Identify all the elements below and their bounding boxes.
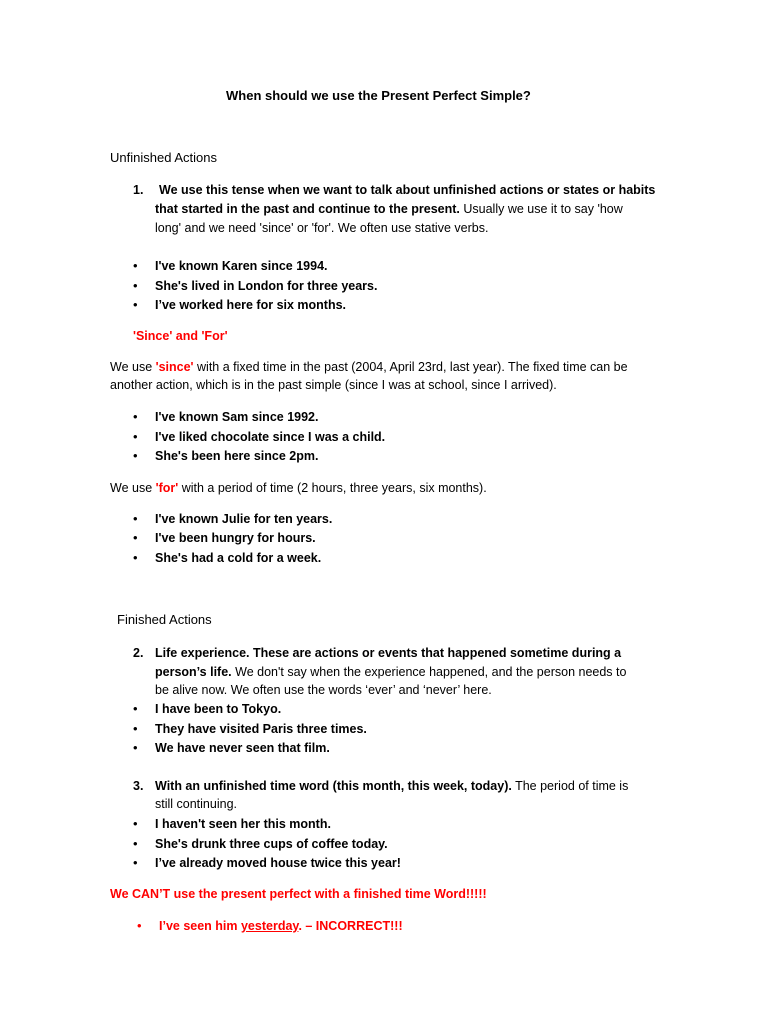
bullet-icon: • [133, 550, 138, 565]
bullet-icon: • [133, 721, 138, 736]
since-word: 'since' [155, 360, 194, 374]
list-item: I haven't seen her this month. [155, 817, 331, 831]
item1-rest: Usually we use it to say 'how [459, 202, 623, 216]
item3-rest: The period of time is [511, 779, 629, 793]
item1-line2 [155, 201, 623, 217]
incorrect-pre: I’ve seen him [159, 919, 241, 933]
list-item: She's been here since 2pm. [155, 449, 319, 463]
list-item: I have been to Tokyo. [155, 702, 282, 716]
list-item: I’ve worked here for six months. [155, 298, 347, 312]
list-item: I've been hungry for hours. [155, 531, 316, 545]
item2-rest: We don't say when the experience happened, and the person needs to [231, 665, 627, 679]
bullet-icon: • [133, 836, 138, 851]
bullet-icon: • [133, 855, 138, 870]
item2-bold: person’s life. [155, 665, 232, 679]
for-post: with a period of time (2 hours, three years, six months). [178, 481, 487, 495]
since-line1 [110, 359, 628, 375]
since-for-heading: 'Since' and 'For' [133, 329, 228, 343]
list-item: I've known Sam since 1992. [155, 410, 319, 424]
bullet-icon: • [133, 258, 138, 273]
item1-bold: that started in the past and continue to the present. [155, 202, 460, 216]
incorrect-post: . – INCORRECT!!! [298, 919, 403, 933]
bullet-icon: • [133, 429, 138, 444]
bullet-icon: • [137, 918, 142, 933]
for-pre: We use [110, 481, 156, 495]
bullet-icon: • [133, 409, 138, 424]
bullet-icon: • [133, 816, 138, 831]
list-item: They have visited Paris three times. [155, 722, 367, 736]
page-title: When should we use the Present Perfect Simple? [226, 88, 531, 103]
item3-line1 [155, 778, 628, 794]
list-number: 2. [133, 646, 144, 660]
section-heading-unfinished: Unfinished Actions [110, 150, 217, 165]
item1-line3: long' and we need 'since' or 'for'. We often use stative verbs. [155, 221, 489, 235]
incorrect-word: yesterday [240, 919, 299, 933]
for-line [110, 480, 487, 496]
bullet-icon: • [133, 448, 138, 463]
list-item: I've known Karen since 1994. [155, 259, 328, 273]
bullet-icon: • [133, 297, 138, 312]
item2-line3: be alive now. We often use the words ‘ever’ and ‘never’ here. [155, 683, 492, 697]
section-heading-finished: Finished Actions [117, 612, 212, 627]
item3-bold: With an unfinished time word (this month, this week, today). [155, 779, 512, 793]
since-pre: We use [110, 360, 156, 374]
item2-line2 [155, 664, 626, 680]
list-item: I've known Julie for ten years. [155, 512, 333, 526]
item3-line2: still continuing. [155, 797, 237, 811]
warning-text: We CAN’T use the present perfect with a finished time Word!!!!! [110, 887, 487, 901]
bullet-icon: • [133, 530, 138, 545]
list-item: I’ve already moved house twice this year! [155, 856, 401, 870]
for-word: 'for' [155, 481, 179, 495]
bullet-icon: • [133, 278, 138, 293]
list-item: She's drunk three cups of coffee today. [155, 837, 388, 851]
list-number: 3. [133, 779, 144, 793]
since-post: with a fixed time in the past (2004, April 23rd, last year). The fixed time can be [193, 360, 628, 374]
item2-line1: Life experience. These are actions or events that happened sometime during a [155, 646, 622, 660]
list-item: She's had a cold for a week. [155, 551, 322, 565]
bullet-icon: • [133, 511, 138, 526]
bullet-icon: • [133, 740, 138, 755]
since-line2: another action, which is in the past simple (since I was at school, since I arrived). [110, 378, 557, 392]
list-item: I've liked chocolate since I was a child. [155, 430, 386, 444]
list-number: 1. [133, 183, 144, 197]
list-item: We have never seen that film. [155, 741, 330, 755]
item1-line1: We use this tense when we want to talk about unfinished actions or states or habits [159, 183, 656, 197]
list-item: She's lived in London for three years. [155, 279, 378, 293]
bullet-icon: • [133, 701, 138, 716]
incorrect-example [159, 918, 403, 934]
